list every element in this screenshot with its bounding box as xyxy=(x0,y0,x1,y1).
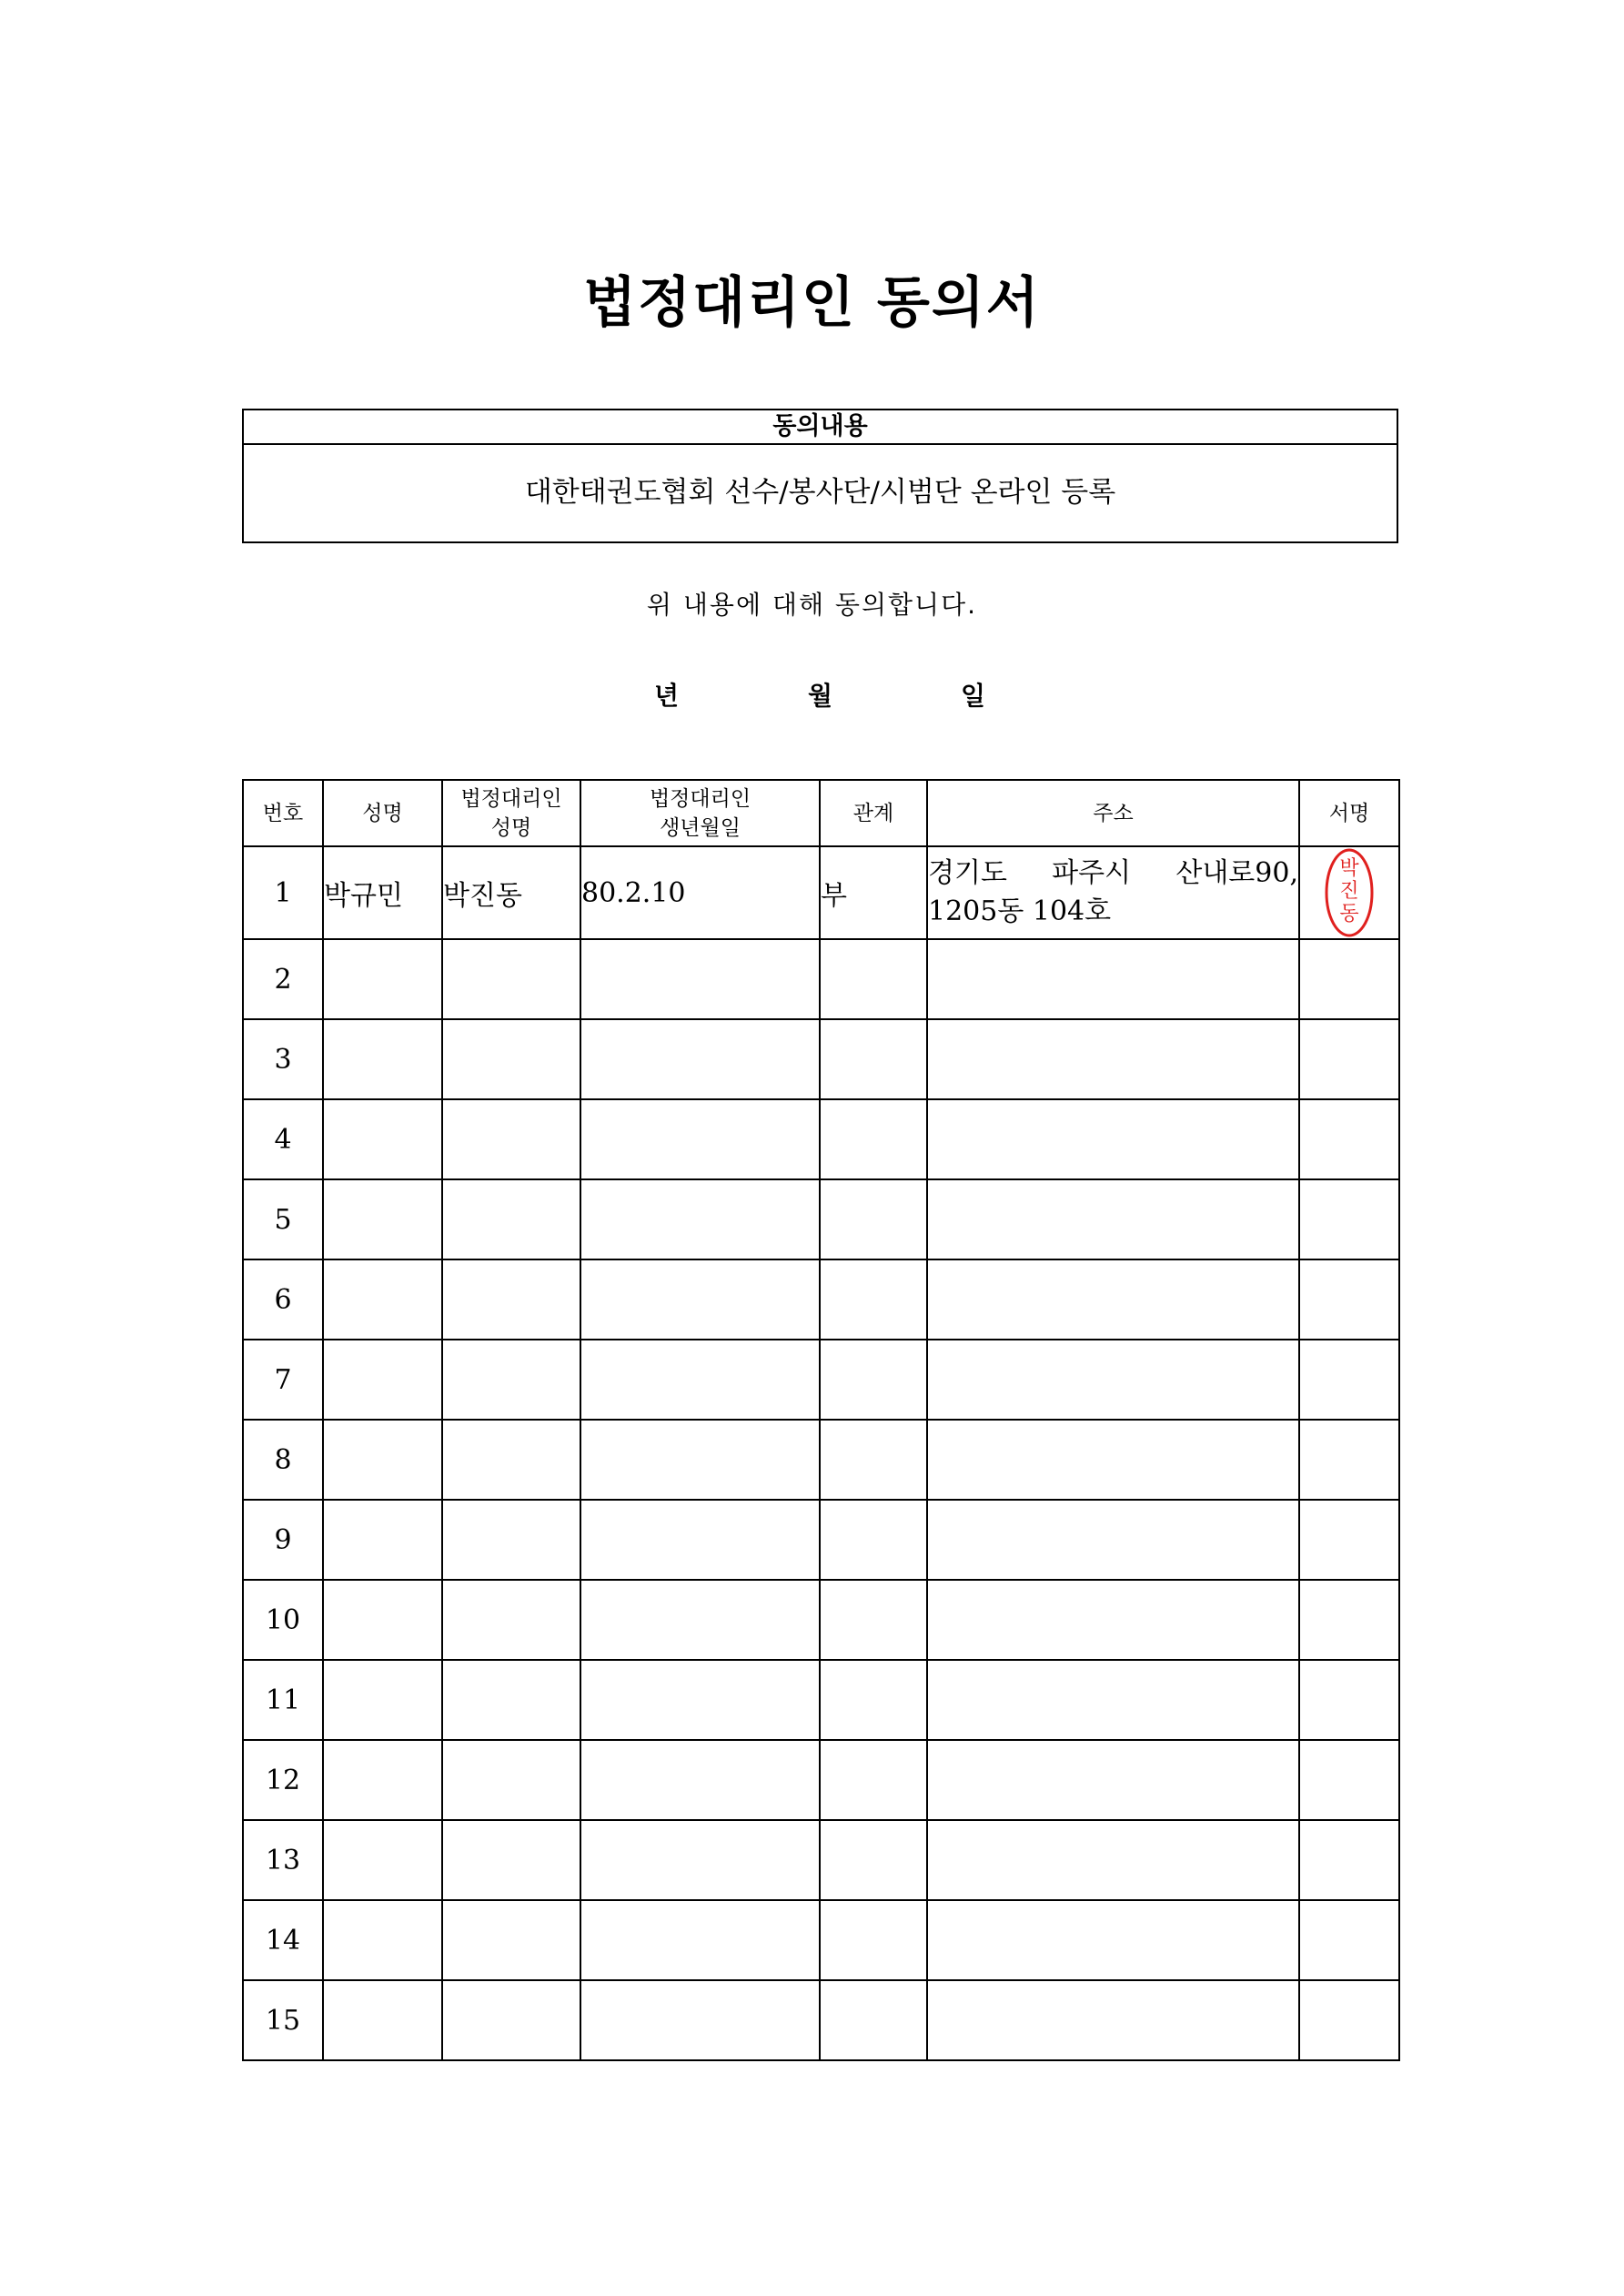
cell-guardian-name xyxy=(442,1259,580,1340)
header-guardian-birth xyxy=(580,780,820,846)
header-number: 번호 xyxy=(243,780,323,846)
cell-guardian-name xyxy=(442,1019,580,1099)
svg-text:동: 동 xyxy=(1339,903,1359,925)
table-row xyxy=(243,1179,1399,1259)
cell-address xyxy=(927,939,1299,1019)
guardian-table xyxy=(242,779,1400,2061)
cell-number: 10 xyxy=(243,1580,323,1660)
cell-address xyxy=(927,1900,1299,1980)
cell-address xyxy=(927,1820,1299,1900)
svg-text:박: 박 xyxy=(1339,857,1359,880)
cell-guardian-birth xyxy=(580,1340,820,1420)
cell-guardian-birth xyxy=(580,1179,820,1259)
table-row xyxy=(243,1660,1399,1740)
cell-relation xyxy=(820,1900,927,1980)
cell-guardian-birth: 80.2.10 xyxy=(580,846,820,939)
cell-relation xyxy=(820,1179,927,1259)
cell-guardian-name xyxy=(442,1900,580,1980)
cell-guardian-name xyxy=(442,1340,580,1420)
table-row xyxy=(243,1980,1399,2060)
cell-name xyxy=(323,1179,442,1259)
cell-relation xyxy=(820,939,927,1019)
cell-address xyxy=(927,1420,1299,1500)
cell-guardian-name xyxy=(442,1099,580,1179)
cell-name xyxy=(323,1019,442,1099)
table-row xyxy=(243,1500,1399,1580)
cell-number: 1 xyxy=(243,846,323,939)
cell-relation xyxy=(820,1500,927,1580)
cell-name xyxy=(323,1259,442,1340)
cell-guardian-birth xyxy=(580,1900,820,1980)
cell-address xyxy=(927,1340,1299,1420)
cell-guardian-name: 박진동 xyxy=(442,846,580,939)
cell-guardian-birth xyxy=(580,1980,820,2060)
table-row xyxy=(243,1580,1399,1660)
cell-number: 12 xyxy=(243,1740,323,1820)
cell-name xyxy=(323,1660,442,1740)
cell-relation xyxy=(820,1580,927,1660)
cell-number: 14 xyxy=(243,1900,323,1980)
cell-relation xyxy=(820,1099,927,1179)
cell-address xyxy=(927,1019,1299,1099)
table-row xyxy=(243,1340,1399,1420)
cell-address xyxy=(927,1179,1299,1259)
table-row xyxy=(243,1259,1399,1340)
cell-signature xyxy=(1299,1500,1399,1580)
header-guardian-birth-line2: 생년월일 xyxy=(660,815,741,840)
cell-guardian-birth xyxy=(580,1019,820,1099)
cell-signature xyxy=(1299,1259,1399,1340)
cell-name xyxy=(323,1500,442,1580)
cell-signature xyxy=(1299,1340,1399,1420)
cell-guardian-birth xyxy=(580,939,820,1019)
cell-address xyxy=(927,1740,1299,1820)
cell-guardian-name xyxy=(442,939,580,1019)
agreement-statement: 위 내용에 대해 동의합니다. xyxy=(646,590,978,620)
date-day: 일 xyxy=(961,681,986,711)
table-row xyxy=(243,846,1399,939)
header-name: 성명 xyxy=(323,780,442,846)
cell-name xyxy=(323,1340,442,1420)
date-year: 년 xyxy=(654,681,680,711)
cell-relation xyxy=(820,1420,927,1500)
cell-number: 4 xyxy=(243,1099,323,1179)
cell-address xyxy=(927,1259,1299,1340)
cell-name: 박규민 xyxy=(323,846,442,939)
header-guardian-name xyxy=(442,780,580,846)
cell-guardian-name xyxy=(442,1740,580,1820)
cell-number: 9 xyxy=(243,1500,323,1580)
cell-signature xyxy=(1299,1820,1399,1900)
cell-guardian-birth xyxy=(580,1660,820,1740)
cell-address: 경기도 파주시 산내로90, 1205동 104호 xyxy=(927,846,1299,939)
table-row xyxy=(243,1740,1399,1820)
cell-guardian-name xyxy=(442,1980,580,2060)
table-row xyxy=(243,1019,1399,1099)
table-row xyxy=(243,1099,1399,1179)
cell-guardian-name xyxy=(442,1820,580,1900)
cell-guardian-birth xyxy=(580,1740,820,1820)
cell-name xyxy=(323,939,442,1019)
cell-signature xyxy=(1299,1099,1399,1179)
cell-relation xyxy=(820,1980,927,2060)
svg-text:진: 진 xyxy=(1339,880,1359,903)
cell-number: 11 xyxy=(243,1660,323,1740)
table-header-row xyxy=(243,780,1399,846)
cell-signature xyxy=(1299,1019,1399,1099)
cell-relation xyxy=(820,1019,927,1099)
cell-guardian-birth xyxy=(580,1500,820,1580)
cell-number: 5 xyxy=(243,1179,323,1259)
cell-number: 13 xyxy=(243,1820,323,1900)
cell-name xyxy=(323,1820,442,1900)
header-relation: 관계 xyxy=(820,780,927,846)
seal-stamp-icon xyxy=(1324,847,1375,938)
cell-signature xyxy=(1299,939,1399,1019)
cell-guardian-name xyxy=(442,1500,580,1580)
cell-address xyxy=(927,1660,1299,1740)
cell-relation xyxy=(820,1259,927,1340)
cell-guardian-birth xyxy=(580,1580,820,1660)
cell-number: 15 xyxy=(243,1980,323,2060)
header-guardian-birth-line1: 법정대리인 xyxy=(649,786,751,811)
cell-number: 3 xyxy=(243,1019,323,1099)
consent-content: 대한태권도협회 선수/봉사단/시범단 온라인 등록 xyxy=(524,476,1116,509)
table-row xyxy=(243,1900,1399,1980)
cell-guardian-name xyxy=(442,1580,580,1660)
document-title: 법정대리인 동의서 xyxy=(583,271,1041,335)
cell-number: 2 xyxy=(243,939,323,1019)
cell-address xyxy=(927,1980,1299,2060)
table-row xyxy=(243,1420,1399,1500)
header-signature: 서명 xyxy=(1299,780,1399,846)
cell-relation xyxy=(820,1660,927,1740)
table-row xyxy=(243,939,1399,1019)
cell-name xyxy=(323,1740,442,1820)
cell-signature xyxy=(1299,1179,1399,1259)
cell-signature xyxy=(1299,846,1399,939)
header-guardian-name-line2: 성명 xyxy=(490,815,532,840)
cell-guardian-name xyxy=(442,1660,580,1740)
table-row xyxy=(243,1820,1399,1900)
cell-number: 6 xyxy=(243,1259,323,1340)
cell-address xyxy=(927,1580,1299,1660)
date-month: 월 xyxy=(808,681,833,711)
cell-signature xyxy=(1299,1660,1399,1740)
cell-guardian-birth xyxy=(580,1820,820,1900)
header-guardian-name-line1: 법정대리인 xyxy=(460,786,562,811)
cell-name xyxy=(323,1420,442,1500)
cell-address xyxy=(927,1500,1299,1580)
cell-relation xyxy=(820,1740,927,1820)
cell-guardian-name xyxy=(442,1179,580,1259)
consent-heading: 동의내용 xyxy=(244,410,1397,445)
cell-relation xyxy=(820,1340,927,1420)
cell-signature xyxy=(1299,1580,1399,1660)
cell-signature xyxy=(1299,1740,1399,1820)
cell-signature xyxy=(1299,1420,1399,1500)
cell-relation xyxy=(820,1820,927,1900)
cell-address xyxy=(927,1099,1299,1179)
cell-name xyxy=(323,1980,442,2060)
consent-box xyxy=(242,409,1398,543)
cell-relation: 부 xyxy=(820,846,927,939)
cell-number: 7 xyxy=(243,1340,323,1420)
header-address: 주소 xyxy=(927,780,1299,846)
cell-guardian-birth xyxy=(580,1420,820,1500)
cell-guardian-name xyxy=(442,1420,580,1500)
cell-guardian-birth xyxy=(580,1259,820,1340)
cell-signature xyxy=(1299,1980,1399,2060)
cell-signature xyxy=(1299,1900,1399,1980)
cell-name xyxy=(323,1900,442,1980)
cell-name xyxy=(323,1099,442,1179)
cell-name xyxy=(323,1580,442,1660)
cell-guardian-birth xyxy=(580,1099,820,1179)
cell-number: 8 xyxy=(243,1420,323,1500)
